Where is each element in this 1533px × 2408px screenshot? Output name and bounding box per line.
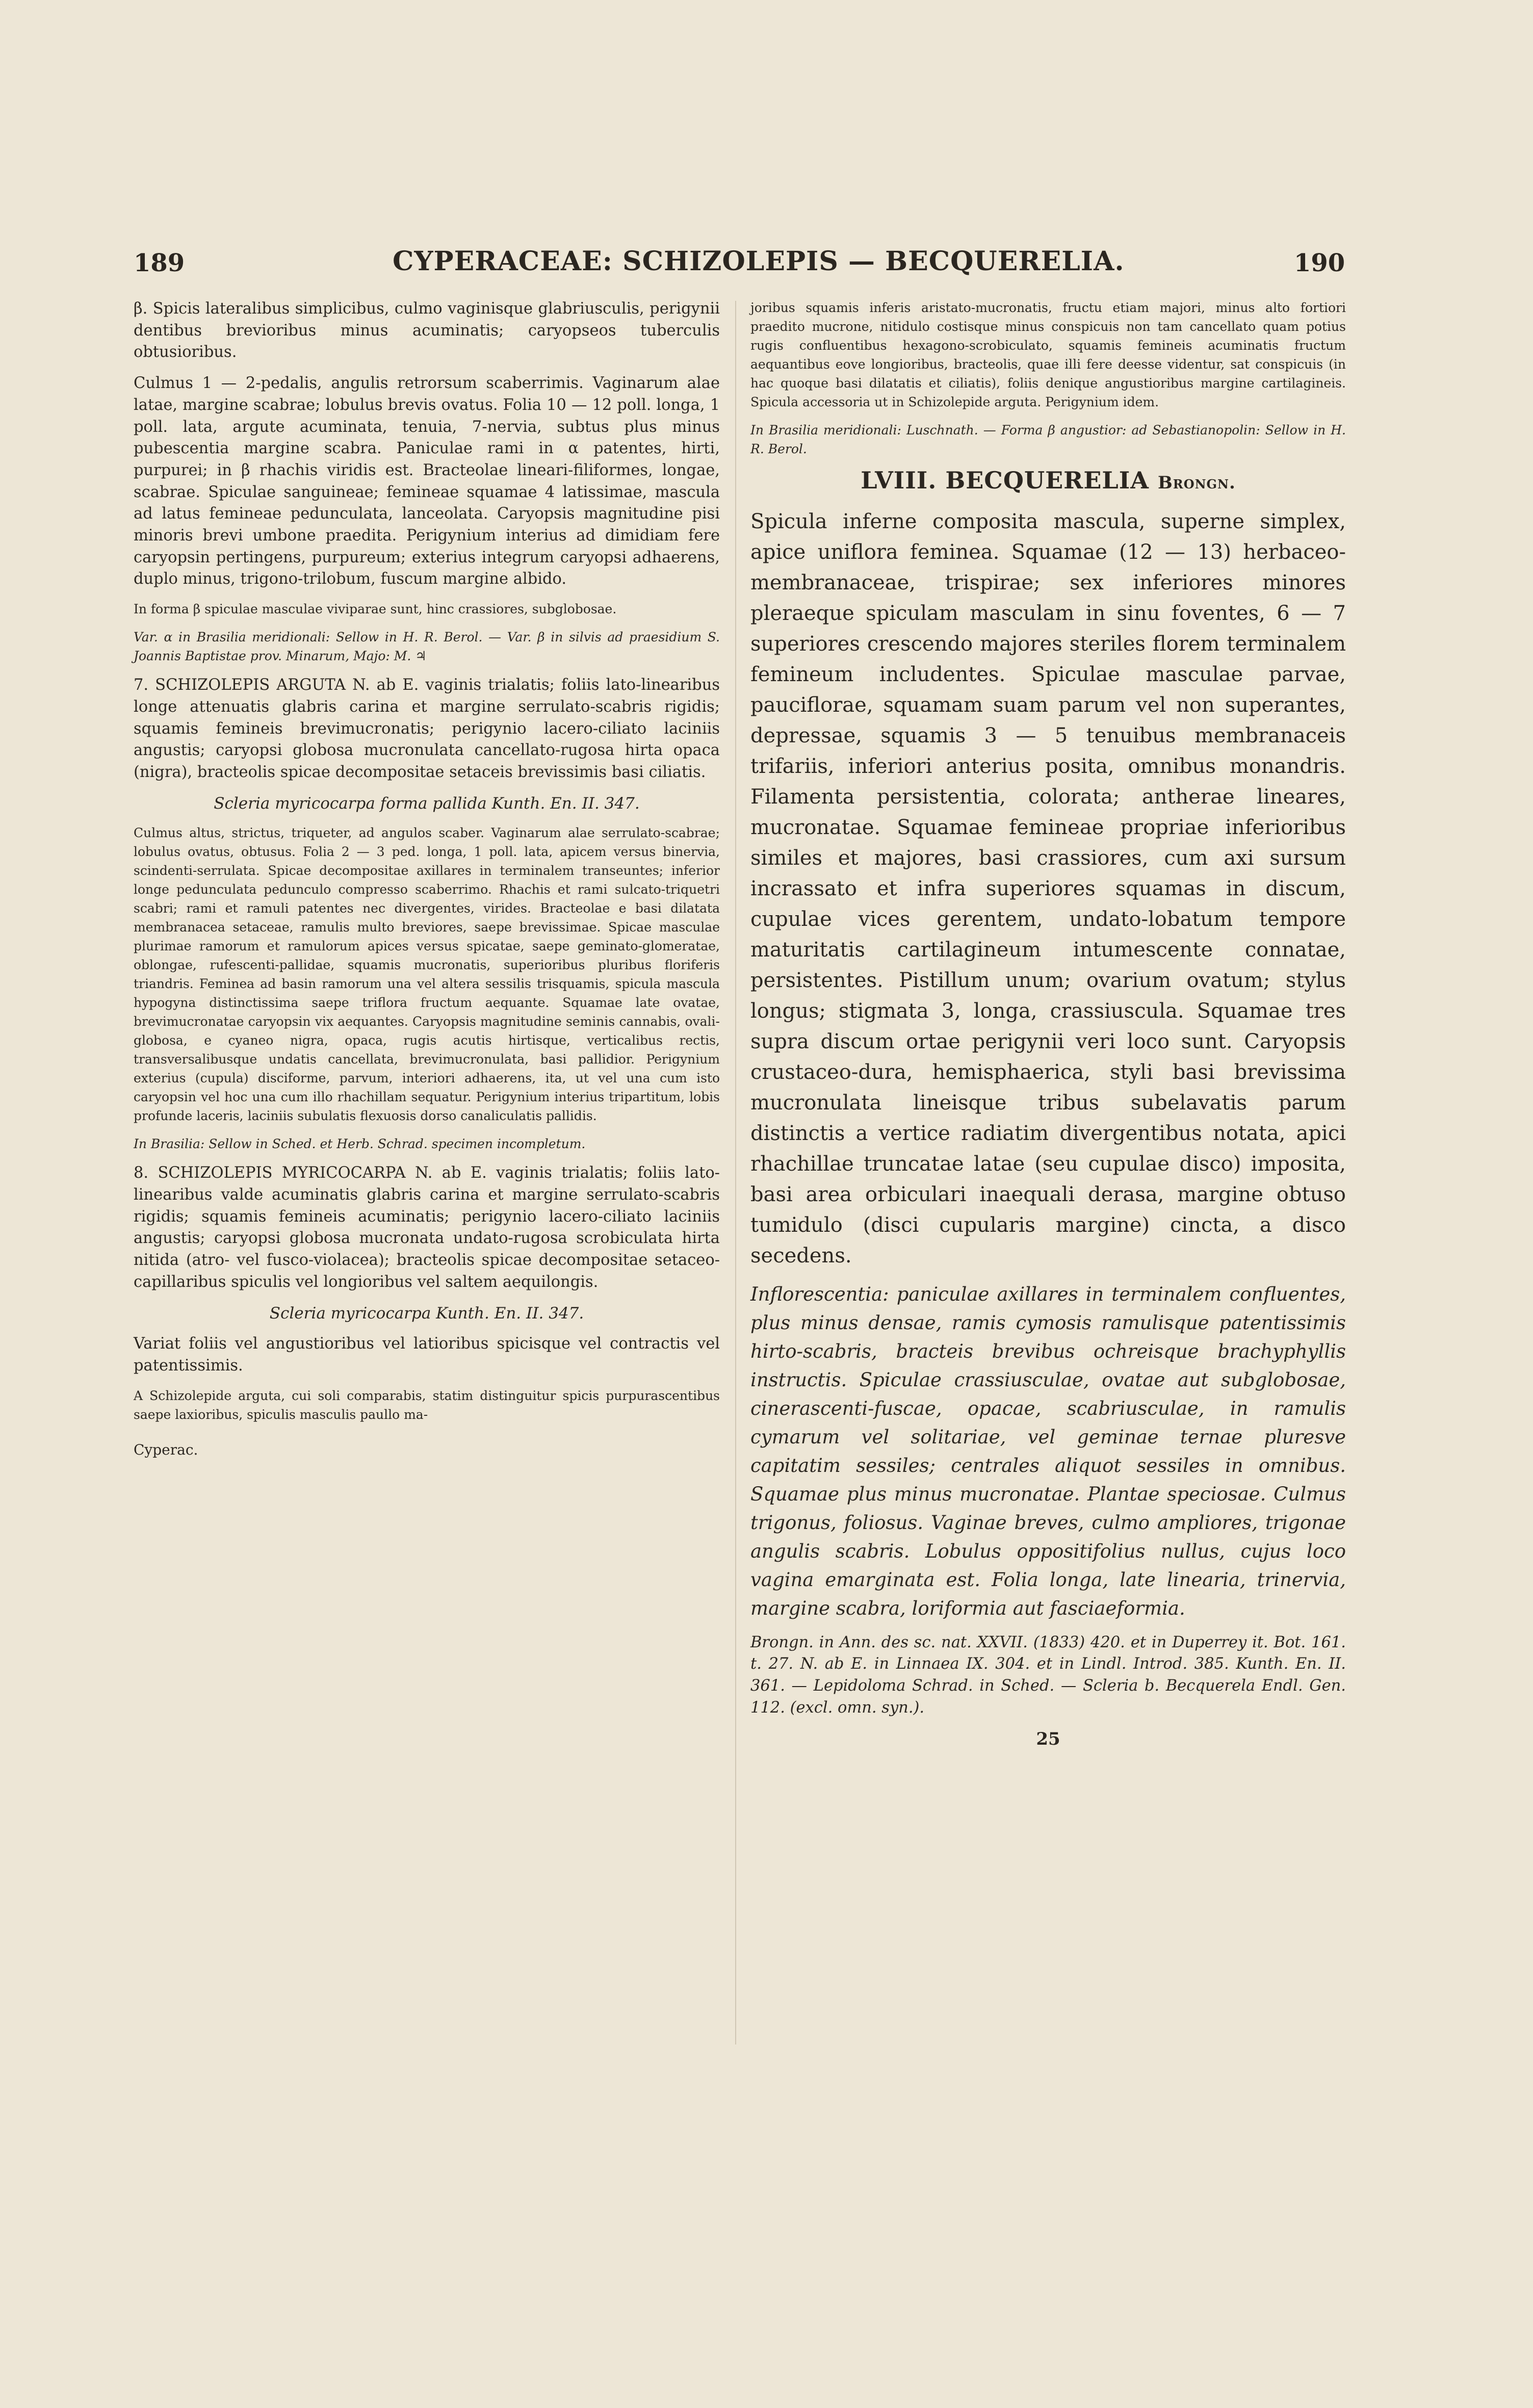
species-8-diagnosis: 8. SCHIZOLEPIS MYRICOCARPA N. ab E. vaginis trialatis; foliis lato-linearibus valde acuminatis glabris carina et margine serrulato-scabris rigidis; squamis femineis acuminatis; perigynio lacero-ciliato laciniis angustis; caryopsi globosa mucronata undato-rugosa scrobiculata hirta nitida (atro- vel fusco-violacea); bracteolis spicae decompositae setaceo-capillaribus spiculis vel longioribus vel saltem aequilongis. <box>134 1164 720 1291</box>
comparison-continued: joribus squamis inferis aristato-mucronatis, fructu etiam majori, minus alto fortiori praedito mucrone, nitidulo costisque minus conspicuis non tam cancellato quam potius rugis confluentibus hexagono-scrobiculato, squamis femineis acuminatis fructum aequantibus eove longioribus, bracteolis, quae illi fere deesse videntur, sat conspicuis (in hac quoque basi dilatatis et ciliatis), foliis denique angustioribus margine cartilagineis. Spicula accessoria ut in Schizolepide arguta. Perigynium idem. <box>750 300 1346 409</box>
species-7-locality: In Brasilia: Sellow in Sched. et Herb. Schrad. specimen incompletum. <box>134 1136 586 1152</box>
forma-beta-note: In forma β spiculae masculae viviparae sunt, hinc crassiores, subglobosae. <box>134 602 617 617</box>
right-column <box>750 298 1346 1750</box>
page-number-right: 190 <box>1294 249 1345 277</box>
locality-note-varieties: Var. α in Brasilia meridionali: Sellow in H. R. Berol. — Var. β in silvis ad praesidium S. Joannis Baptistae prov. Minarum, Majo: M. ♃ <box>134 630 720 664</box>
species-8-synonym: Scleria myricocarpa Kunth. En. II. 347. <box>269 1304 584 1323</box>
species-8-variation: Variat foliis vel angustioribus vel latioribus spicisque vel contractis vel patentissimis. <box>134 1335 720 1375</box>
species-8-comparison: A Schizolepide arguta, cui soli comparabis, statim distinguitur spicis purpurascentibus saepe laxioribus, spiculis masculis paullo ma- <box>134 1388 720 1422</box>
page-number-left: 189 <box>134 249 185 277</box>
species-7-diagnosis: 7. SCHIZOLEPIS ARGUTA N. ab E. vaginis trialatis; foliis lato-linearibus longe attenuatis glabris carina et margine serrulato-scabris rigidis; squamis femineis brevimucronatis; perigynio lacero-ciliato laciniis angustis; caryopsi globosa mucronulata cancellato-rugosa hirta opaca (nigra), bracteolis spicae decompositae setaceis brevissimis basi ciliatis. <box>134 676 720 781</box>
genus-heading <box>750 467 1346 494</box>
genus-references: Brongn. in Ann. des sc. nat. XXVII. (1833) 420. et in Duperrey it. Bot. 161. t. 27. N. ab E. in Linnaea IX. 304. et in Lindl. Introd. 385. Kunth. En. II. 361. — Lepidoloma Schrad. in Sched. — Scleria b. Becquerela Endl. Gen. 112. (excl. omn. syn.). <box>750 1633 1346 1717</box>
genus-heading-author: Brongn. <box>1158 473 1236 493</box>
column-divider <box>735 301 736 2044</box>
left-column <box>134 298 720 1461</box>
genus-character: Spicula inferne composita mascula, superne simplex, apice uniflora feminea. Squamae (12 — 13) herbaceo-membranaceae, trispirae; sex inferiores minores pleraeque spiculam masculam in sinu foventes, 6 — 7 superiores crescendo majores steriles florem terminalem femineum includentes. Spiculae masculae parvae, pauciflorae, squamam suam parum vel non superantes, depressae, squamis 3 — 5 tenuibus membranaceis trifariis, inferiori anterius posita, omnibus monandris. Filamenta persistentia, colorata; antherae lineares, mucronatae. Squamae femineae propriae inferioribus similes et majores, basi crassiores, cum axi sursum incrassato et infra superiores squamas in discum, cupulae vices gerentem, undato-lobatum tempore maturitatis cartilagineum intumescente connatae, persistentes. Pistillum unum; ovarium ovatum; stylus longus; stigmata 3, longa, crassiuscula. Squamae tres supra discum ortae perigynii veri loco sunt. Caryopsis crustaceo-dura, hemisphaerica, styli basi brevissima mucronulata lineisque tribus subelavatis parum distinctis a vertice radiatim divergentibus notata, apici rhachillae truncatae latae (seu cupulae disco) imposita, basi area orbiculari inaequali derasa, margine obtuso tumidulo (disci cupularis margine) cincta, a disco secedens. <box>750 509 1346 1267</box>
variety-beta-description: β. Spicis lateralibus simplicibus, culmo vaginisque glabriusculis, perigynii dentibus brevioribus minus acuminatis; caryopseos tuberculis obtusioribus. <box>134 300 720 361</box>
species-7-description: Culmus altus, strictus, triqueter, ad angulos scaber. Vaginarum alae serrulato-scabrae; lobulus ovatus, obtusus. Folia 2 — 3 ped. longa, 1 poll. lata, apicem versus binervia, scindenti-serrulata. Spicae decompositae axillares in terminalem transeuntes; inferior longe pedunculata pedunculo compresso scaberrimo. Rhachis et rami sulcato-triquetri scabri; rami et ramuli patentes nec divergentes, virides. Bracteolae e basi dilatata membranacea setaceae, ramulis multo breviores, saepe brevissimae. Spicae masculae plurimae ramorum et ramulorum apices versus spicatae, saepe geminato-glomeratae, oblongae, rufescenti-pallidae, squamis mucronatis, superioribus pluribus floriferis triandris. Feminea ad basin ramorum una vel altera sessilis trisquamis, spicula mascula hypogyna distinctissima saepe triflora fructum aequante. Squamae late ovatae, brevimucronatae caryopsin vix aequantes. Caryopsis magnitudine seminis cannabis, ovali-globosa, e cyaneo nigra, opaca, rugis acutis hirtisque, verticalibus rectis, transversalibusque undatis cancellata, brevimucronulata, basi pallidior. Perigynium exterius (cupula) disciforme, parvum, interiori adhaerens, ita, ut vel una cum isto caryopsin vel hoc una cum illo rhachillam sequatur. Perigynium interius tripartitum, lobis profunde laceris, laciniis subulatis flexuosis dorso canaliculatis pallidis. <box>134 825 720 1124</box>
species-7-synonym: Scleria myricocarpa forma pallida Kunth. En. II. 347. <box>214 794 640 813</box>
signature-mark: Cyperac. <box>134 1441 198 1458</box>
running-title: CYPERACEAE: SCHIZOLEPIS — BECQUERELIA. <box>393 246 1125 277</box>
signature-number: 25 <box>1036 1728 1060 1749</box>
culmus-description: Culmus 1 — 2-pedalis, angulis retrorsum scaberrimis. Vaginarum alae latae, margine scabrae; lobulus brevis ovatus. Folia 10 — 12 poll. longa, 1 poll. lata, argute acuminata, tenuia, 7-nervia, subtus plus minus pubescentia margine scabra. Paniculae rami in α patentes, hirti, purpurei; in β rhachis viridis est. Bracteolae lineari-filiformes, longae, scabrae. Spiculae sanguineae; femineae squamae 4 latissimae, mascula ad latus femineae pedunculata, lanceolata. Caryopsis magnitudine pisi minoris brevi umbone praedita. Perigynium interius ad dimidiam fere caryopsin pertingens, purpureum; exterius integrum caryopsi adhaerens, duplo minus, trigono-trilobum, fuscum margine albido. <box>134 374 720 588</box>
genus-heading-title: LVIII. BECQUERELIA <box>861 467 1149 494</box>
species-8-locality: In Brasilia meridionali: Luschnath. — Forma β angustior: ad Sebastianopolin: Sellow in H. R. Berol. <box>750 423 1346 456</box>
genus-habit: Inflorescentia: paniculae axillares in terminalem confluentes, plus minus densae, ramis cymosis ramulisque patentissimis hirto-scabris, bracteis brevibus ochreisque brachyphyllis instructis. Spiculae crassiusculae, ovatae aut subglobosae, cinerascenti-fuscae, opacae, scabriusculae, in ramulis cymarum vel solitariae, vel geminae ternae pluresve capitatim sessiles; centrales aliquot sessiles in omnibus. Squamae plus minus mucronatae. Plantae speciosae. Culmus trigonus, foliosus. Vaginae breves, culmo ampliores, trigonae angulis scabris. Lobulus oppositifolius nullus, cujus loco vagina emarginata est. Folia longa, late linearia, trinervia, margine scabra, loriformia aut fasciaeformia. <box>750 1283 1346 1619</box>
